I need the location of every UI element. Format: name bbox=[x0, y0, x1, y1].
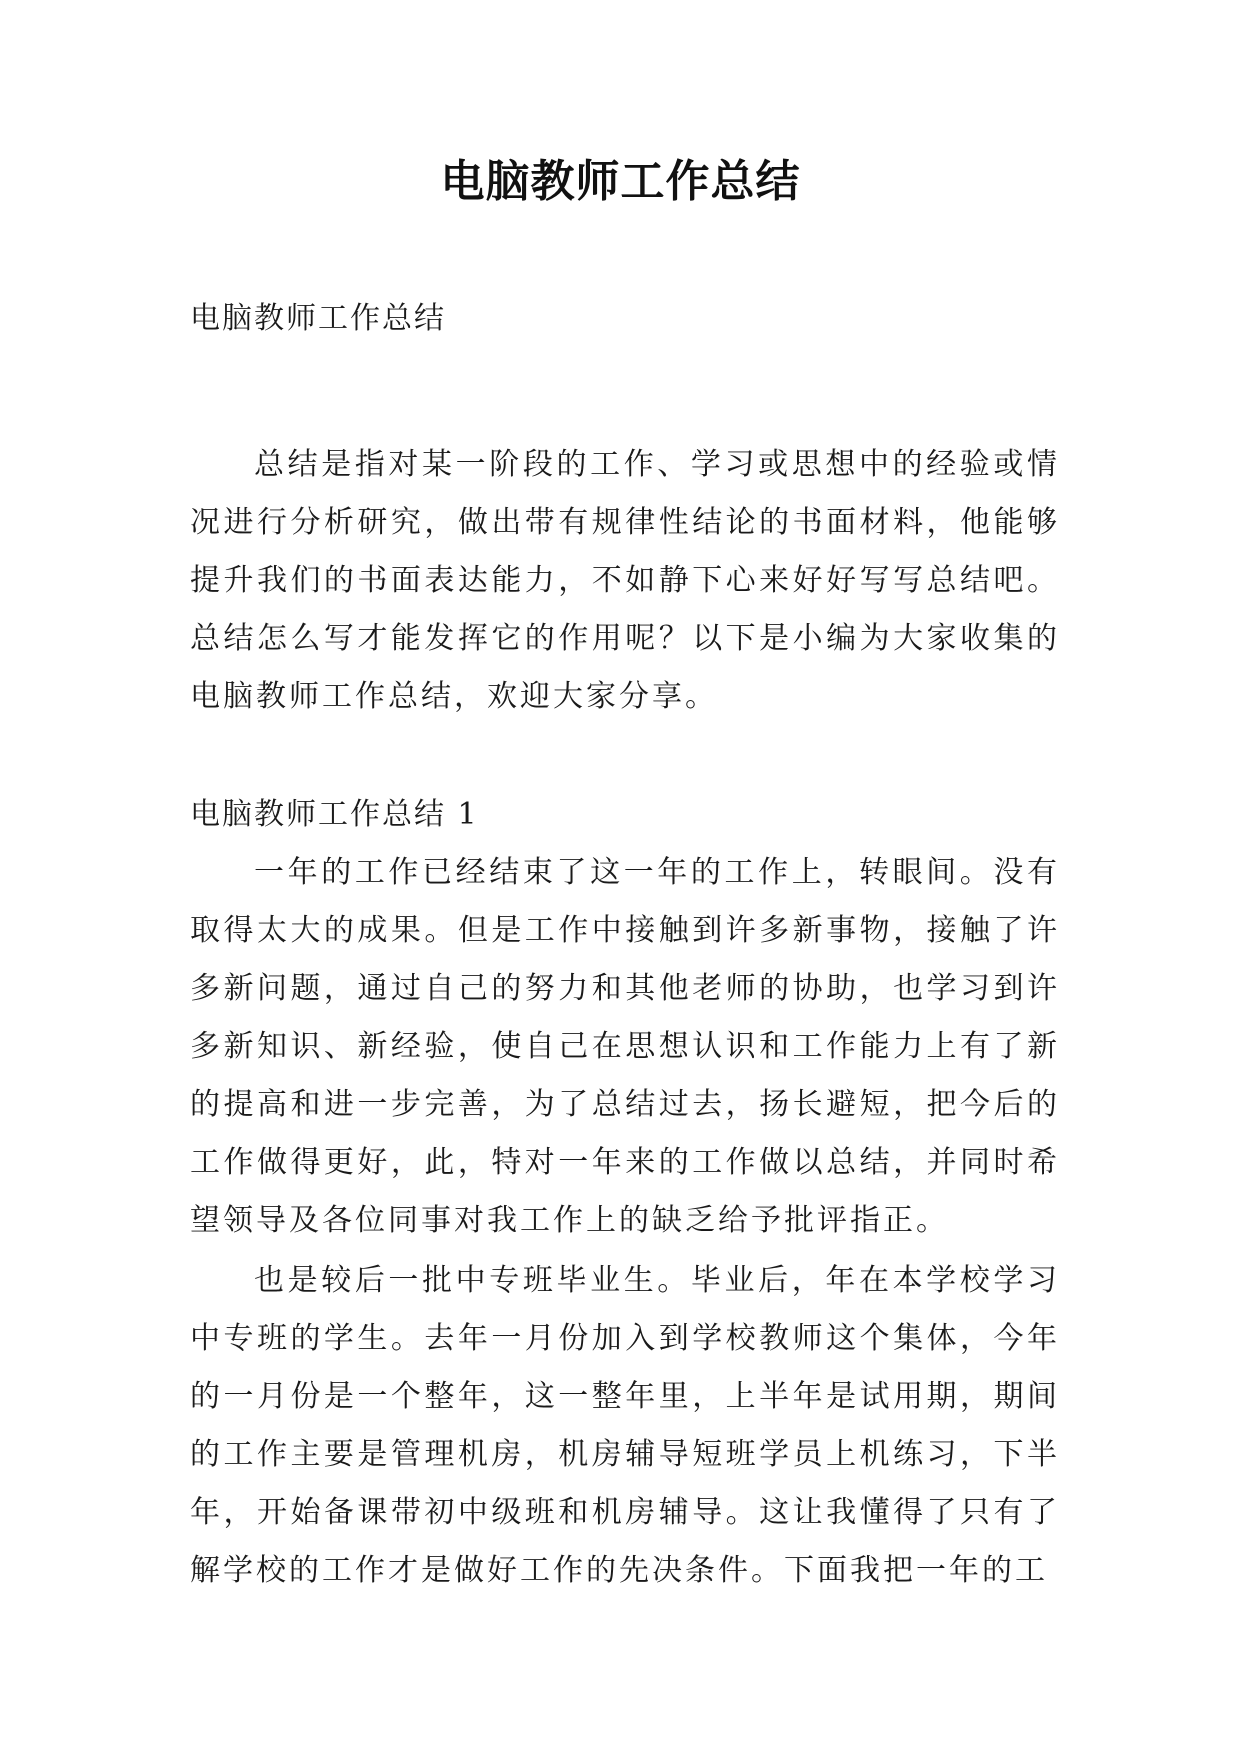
body-paragraph-2: 也是较后一批中专班毕业生。毕业后，年在本学校学习中专班的学生。去年一月份加入到学校教师这个集体，今年的一月份是一个整年，这一整年里，上半年是试用期，期间的工作主要是管理机房，机房辅导短班学员上机练习，下半年，开始备课带初中级班和机房辅导。这让我懂得了只有了解学校的工作才是做好工作的先决条件。下面我把一年的工 bbox=[190, 1263, 1060, 1588]
document-title: 电脑教师工作总结 bbox=[440, 156, 801, 207]
intro-paragraph: 总结是指对某一阶段的工作、学习或思想中的经验或情况进行分析研究，做出带有规律性结论的书面材料，他能够提升我们的书面表达能力，不如静下心来好好写写总结吧。总结怎么写才能发挥它的作用呢？以下是小编为大家收集的电脑教师工作总结，欢迎大家分享。 bbox=[190, 447, 1060, 714]
spacer bbox=[190, 348, 1060, 436]
section-heading: 电脑教师工作总结 1 bbox=[190, 797, 479, 832]
document-body bbox=[190, 290, 1060, 1600]
spacer bbox=[190, 726, 1060, 786]
body-paragraph-1: 一年的工作已经结束了这一年的工作上，转眼间。没有取得太大的成果。但是工作中接触到许多新事物，接触了许多新问题，通过自己的努力和其他老师的协助，也学习到许多新知识、新经验，使自己在思想认识和工作能力上有了新的提高和进一步完善，为了总结过去，扬长避短，把今后的工作做得更好，此，特对一年来的工作做以总结，并同时希望领导及各位同事对我工作上的缺乏给予批评指正。 bbox=[190, 855, 1060, 1238]
document-subtitle: 电脑教师工作总结 bbox=[190, 301, 446, 336]
